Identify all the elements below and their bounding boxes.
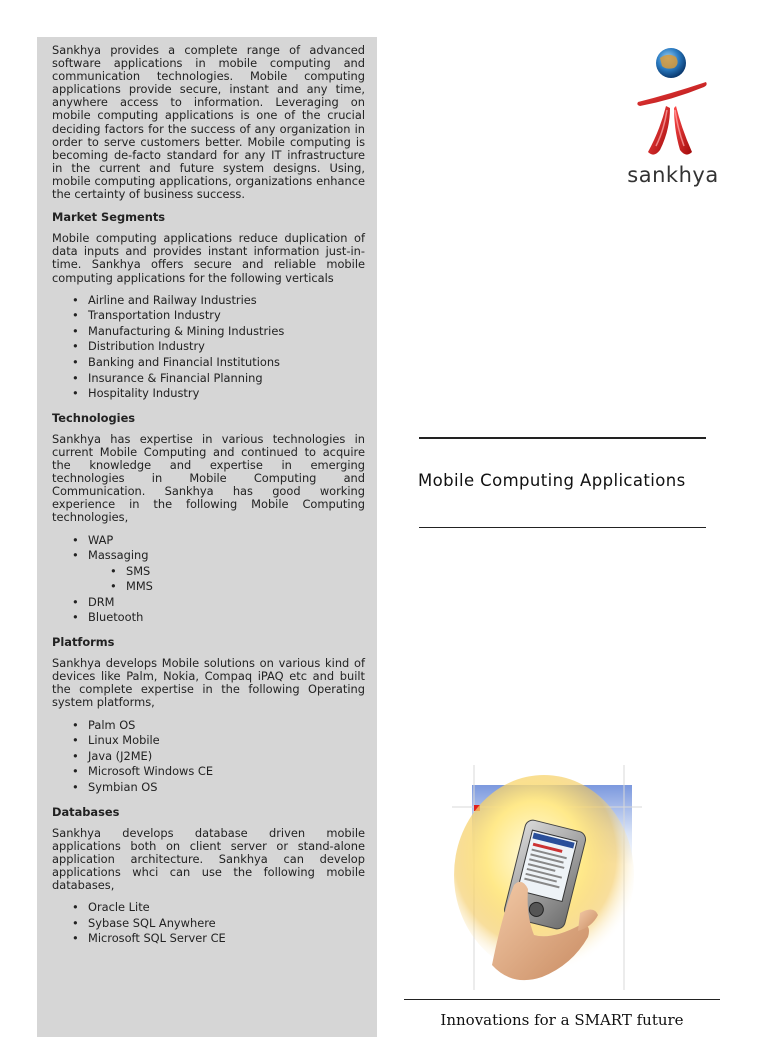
list-item: • Symbian OS [88,780,365,796]
title-rule-top [419,437,706,439]
list-item: • Manufacturing & Mining Industries [88,324,365,340]
platforms-paragraph: Sankhya develops Mobile solutions on various kind of devices like Palm, Nokia, Compaq iPAQ etc and built the complete expertise in the following Operating system platforms, [52,656,365,710]
list-item [88,548,365,595]
sub-list-item: • SMS [126,564,365,580]
databases-heading: Databases [52,804,120,819]
databases-paragraph: Sankhya develops database driven mobile applications both on client server or stand-alone application architecture. Sankhya can develop applications whci can use the following mobile databases, [52,825,365,892]
logo-wordmark: sankhya [627,163,719,187]
list-item: • Banking and Financial Institutions [88,355,365,371]
list-item-label: Massaging [88,548,149,563]
list-item: • Bluetooth [88,610,365,626]
list-item: • WAP [88,533,365,549]
list-item: • Hospitality Industry [88,386,365,402]
tagline: Innovations for a SMART future [440,1011,684,1029]
databases-list [52,900,365,947]
list-item: • Microsoft Windows CE [88,764,365,780]
messaging-sublist [88,564,365,595]
technologies-heading: Technologies [52,410,136,425]
list-item: • DRM [88,595,365,611]
page-title: Mobile Computing Applications [418,471,686,490]
market-segments-paragraph: Mobile computing applications reduce duplication of data inputs and provides instant information just-in-time. Sankhya offers secure and reliable mobile computing applications for the following verticals [52,231,365,285]
pda-photo [452,765,642,990]
technologies-paragraph: Sankhya has expertise in various technologies in current Mobile Computing and continued to acquire the knowledge and expertise in emerging technologies in Mobile Computing and Communication. Sankhya has good working experience in the following Mobile Computing technologies, [52,431,365,525]
list-item: • Airline and Railway Industries [88,293,365,309]
list-item: • Linux Mobile [88,733,365,749]
platforms-list [52,718,365,796]
platforms-heading: Platforms [52,635,115,650]
tagline-rule [404,999,720,1000]
market-segments-list [52,293,365,402]
list-item: • Palm OS [88,718,365,734]
list-item: • Java (J2ME) [88,749,365,765]
left-content [52,44,365,947]
sub-list-item: • MMS [126,579,365,595]
list-item: • Microsoft SQL Server CE [88,931,365,947]
technologies-list [52,533,365,627]
market-segments-heading: Market Segments [52,210,166,225]
list-item: • Insurance & Financial Planning [88,371,365,387]
list-item: • Sybase SQL Anywhere [88,916,365,932]
title-rule-bottom [419,527,706,528]
intro-paragraph: Sankhya provides a complete range of advanced software applications in mobile computing and communication technologies. Mobile computing applications provide secure, instant and any time, anywhere access to information. Leveraging on mobile computing applications is one of the crucial deciding factors for the success of any organization in order to serve customers better. Mobile computing is becoming de-facto standard for any IT infrastructure in the current and future system designs. Using, mobile computing applications, organizations enhance the certainty of business success. [52,43,365,202]
list-item: • Distribution Industry [88,339,365,355]
list-item: • Transportation Industry [88,308,365,324]
list-item: • Oracle Lite [88,900,365,916]
